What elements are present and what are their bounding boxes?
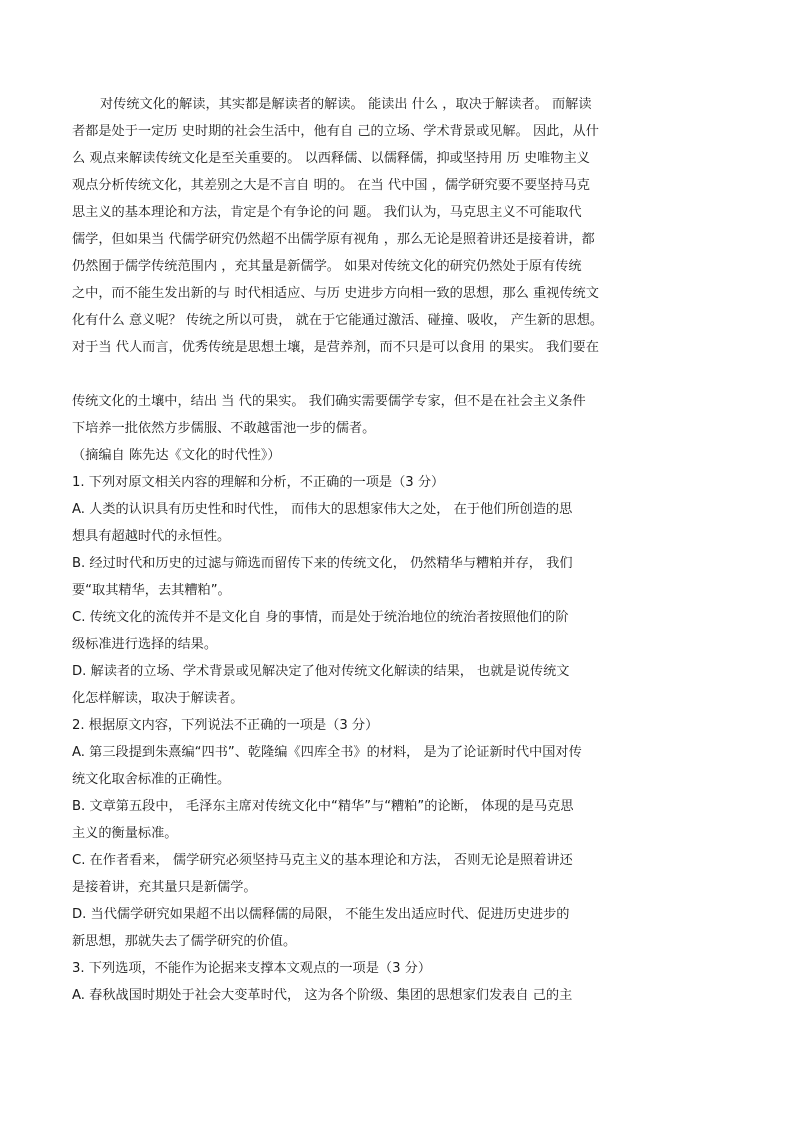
option-line: 是接着讲，充其量只是新儒学。 xyxy=(72,880,257,895)
text-line: 之中，而不能生发出新的与 时代相适应、与历 史进步方向相一致的思想，那么 重视传统文 xyxy=(72,286,599,301)
option-line: C. 传统文化的流传并不是文化自 身的事情，而是处于统治地位的统治者按照他们的阶 xyxy=(72,610,569,625)
option-line: 新思想，那就失去了儒学研究的价值。 xyxy=(72,934,297,949)
text-line: 观点分析传统文化，其差别之大是不言自 明的。 在当 代中国 ，儒学研究要不要坚持马克 xyxy=(72,178,590,193)
text-line: 对传统文化的解读，其实都是解读者的解读。 能读出 什么 ，取决于解读者。 而解读 xyxy=(100,97,592,112)
option-line: B. 文章第五段中， 毛泽东主席对传统文化中“精华”与“糟粕”的论断， 体现的是马克思 xyxy=(72,799,574,814)
passage-and-questions xyxy=(72,388,652,1009)
question-stem: 2. 根据原文内容，下列说法不正确的一项是（3 分） xyxy=(72,718,379,733)
option-line: D. 当代儒学研究如果超不出以儒释儒的局限， 不能生发出适应时代、促进历史进步的 xyxy=(72,907,570,922)
source-citation: （摘编自 陈先达《文化的时代性》） xyxy=(72,448,281,463)
question-stem: 3. 下列选项，不能作为论据来支撑本文观点的一项是（3 分） xyxy=(72,961,432,976)
text-line: 思主义的基本理论和方法，肯定是个有争论的问 题。 我们认为，马克思主义不可能取代 xyxy=(72,205,582,220)
text-line: 下培养一批依然方步儒服、不敢越雷池一步的儒者。 xyxy=(72,421,376,436)
question-stem: 1. 下列对原文相关内容的理解和分析，不正确的一项是（3 分） xyxy=(72,475,445,490)
passage-paragraph xyxy=(72,91,652,361)
option-line: 想具有超越时代的永恒性。 xyxy=(72,529,231,544)
option-line: 主义的衡量标准。 xyxy=(72,826,178,841)
text-line: 者都是处于一定历 史时期的社会生活中，他有自 己的立场、学术背景或见解。 因此，从什 xyxy=(72,124,599,139)
text-line: 仍然囿于儒学传统范围内 ，充其量是新儒学。 如果对传统文化的研究仍然处于原有传统 xyxy=(72,259,582,274)
text-line: 么 观点来解读传统文化是至关重要的。 以西释儒、以儒释儒，抑或坚持用 历 史唯物主义 xyxy=(72,151,590,166)
option-line: A. 人类的认识具有历史性和时代性， 而伟大的思想家伟大之处， 在于他们所创造的思 xyxy=(72,502,573,517)
text-line: 传统文化的土壤中，结出 当 代的果实。 我们确实需要儒学专家，但不是在社会主义条件 xyxy=(72,394,586,409)
option-line: C. 在作者看来， 儒学研究必须坚持马克主义的基本理论和方法， 否则无论是照着讲还 xyxy=(72,853,573,868)
text-line: 化有什么 意义呢？ 传统之所以可贵， 就在于它能通过激活、碰撞、吸收， 产生新的思想。 xyxy=(72,313,604,328)
option-line: 统文化取舍标准的正确性。 xyxy=(72,772,231,787)
text-line: 儒学，但如果当 代儒学研究仍然超不出儒学原有视角 ，那么无论是照着讲还是接着讲，都 xyxy=(72,232,595,247)
text-line: 对于当 代人而言，优秀传统是思想土壤，是营养剂，而不只是可以食用 的果实。 我们要在 xyxy=(72,340,599,355)
option-line: D. 解读者的立场、学术背景或见解决定了他对传统文化解读的结果， 也就是说传统文 xyxy=(72,664,570,679)
option-line: B. 经过时代和历史的过滤与筛选而留传下来的传统文化， 仍然精华与糟粕并存， 我们 xyxy=(72,556,573,571)
option-line: 级标准进行选择的结果。 xyxy=(72,637,218,652)
option-line: A. 春秋战国时期处于社会大变革时代， 这为各个阶级、集团的思想家们发表自 己的主 xyxy=(72,988,573,1003)
option-line: 化怎样解读，取决于解读者。 xyxy=(72,691,244,706)
option-line: 要“取其精华，去其糟粕”。 xyxy=(72,583,231,598)
option-line: A. 第三段提到朱熹编“四书”、乾隆编《四库全书》的材料， 是为了论证新时代中国对传 xyxy=(72,745,582,760)
